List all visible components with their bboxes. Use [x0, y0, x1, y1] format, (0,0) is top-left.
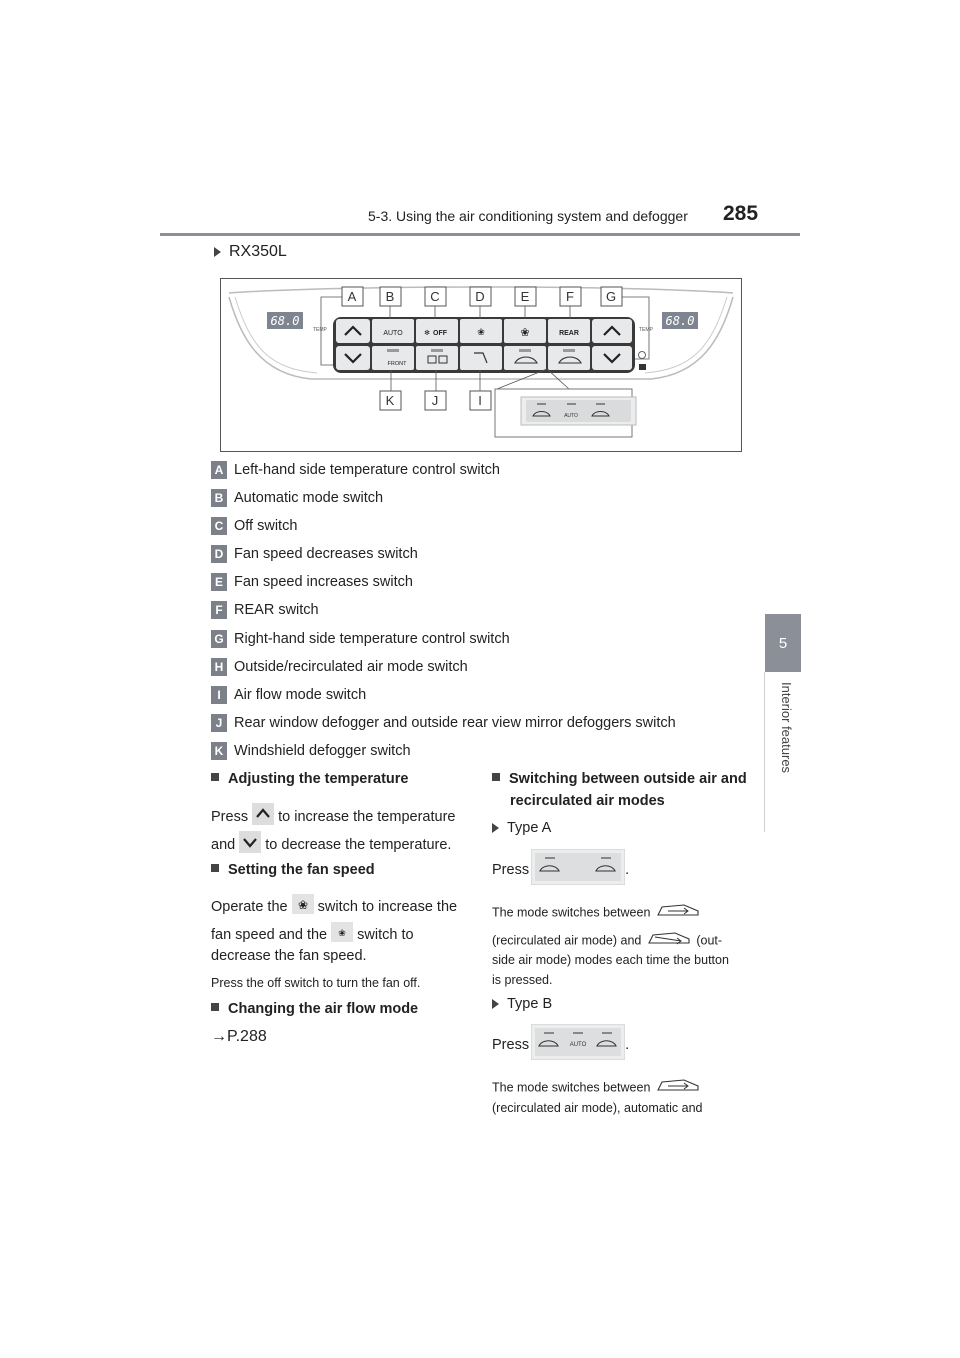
legend-text: Off switch — [234, 518, 298, 534]
type-a-press-line — [492, 852, 629, 888]
text-span: switch to increase the — [317, 898, 458, 915]
legend-item — [211, 544, 418, 564]
heading-air-mode — [492, 768, 747, 790]
svg-text:✻: ✻ — [424, 330, 430, 337]
type-b-heading — [492, 996, 552, 1012]
legend-text: Left-hand side temperature control switch — [234, 462, 500, 478]
text-span: Type B — [507, 996, 553, 1012]
chapter-tab[interactable] — [765, 614, 801, 672]
section-title: 5-3. Using the air conditioning system and defogger — [368, 208, 688, 224]
type-a-heading — [492, 820, 551, 836]
recirculated-air-icon — [654, 1076, 702, 1100]
legend-item — [211, 713, 676, 733]
svg-text:❀: ❀ — [477, 327, 485, 337]
square-bullet-icon — [211, 1003, 219, 1011]
chapter-number: 5 — [778, 634, 788, 652]
text-span: to decrease the temperature. — [265, 836, 452, 853]
legend-text: Fan speed decreases switch — [234, 546, 418, 562]
temp-down-right-button[interactable] — [592, 346, 632, 370]
temp-down-icon — [239, 831, 261, 859]
model-heading — [214, 243, 287, 261]
legend-text: Fan speed increases switch — [234, 574, 413, 590]
legend-text: Right-hand side temperature control switch — [234, 631, 510, 647]
temp-up-left-button[interactable] — [336, 319, 370, 343]
callout-j: J — [431, 393, 439, 408]
legend-text: Air flow mode switch — [234, 687, 367, 703]
triangle-bullet-icon — [214, 247, 221, 257]
airflow-page-ref[interactable]: →P.288 — [211, 1028, 267, 1045]
svg-text:❀: ❀ — [338, 928, 346, 938]
text-span: The mode switches between — [492, 905, 651, 920]
callout-f: F — [566, 289, 574, 304]
temp-line-2 — [211, 831, 451, 859]
legend-letter: G — [211, 630, 227, 648]
callout-c: C — [430, 289, 440, 304]
heading-text: Switching between outside air and — [509, 771, 747, 787]
legend-text: Rear window defogger and outside rear view mirror defoggers switch — [234, 715, 676, 731]
svg-text:❀: ❀ — [520, 327, 530, 339]
text-span: The mode switches between — [492, 1080, 651, 1095]
fan-line-3: decrease the fan speed. — [211, 948, 367, 964]
page-number: 285 — [723, 202, 759, 225]
header-rule — [160, 233, 800, 236]
temp-up-right-button[interactable] — [592, 319, 632, 343]
callout-e: E — [520, 289, 530, 304]
callout-b: B — [385, 289, 395, 304]
callouts-top — [342, 287, 622, 319]
callout-g: G — [605, 289, 617, 304]
recirculated-air-icon — [654, 901, 702, 925]
temp-line-1 — [211, 803, 455, 831]
type-a-note-3: side air mode) modes each time the button — [492, 953, 729, 967]
legend-item — [211, 685, 366, 705]
legend-letter: E — [211, 573, 227, 591]
chapter-label: Interior features — [779, 682, 794, 774]
heading-fan-speed — [211, 859, 375, 881]
temp-up-icon — [252, 803, 274, 831]
text-span: . — [625, 862, 630, 878]
legend-letter: H — [211, 658, 227, 676]
text-span: fan speed and the — [211, 926, 328, 943]
side-divider — [764, 672, 765, 832]
type-b-auto-label: AUTO — [569, 1042, 587, 1048]
text-span: Type A — [507, 820, 552, 836]
legend-letter: K — [211, 742, 227, 760]
temp-label-right: TEMP — [639, 327, 653, 333]
square-bullet-icon — [492, 773, 500, 781]
triangle-bullet-icon — [492, 999, 499, 1009]
legend-text: Windshield defogger switch — [234, 743, 411, 759]
legend-letter: D — [211, 545, 227, 563]
legend-item — [211, 741, 411, 761]
legend-letter: A — [211, 461, 227, 479]
legend-item — [211, 629, 510, 649]
text-span: . — [625, 1037, 630, 1053]
text-span: (recirculated air mode) and — [492, 933, 642, 948]
front-button-label: FRONT — [387, 361, 407, 367]
legend-letter: J — [211, 714, 227, 732]
type-b-press-line — [492, 1027, 629, 1063]
temp-left-readout: 68.0 — [270, 314, 300, 328]
temp-right-readout: 68.0 — [665, 314, 695, 328]
fan-line-2 — [211, 922, 414, 948]
rear-button-label: REAR — [559, 330, 579, 337]
temp-down-left-button[interactable] — [336, 346, 370, 370]
legend-item — [211, 516, 297, 536]
triangle-bullet-icon — [492, 823, 499, 833]
fan-note: Press the off switch to turn the fan off. — [211, 976, 421, 990]
type-b-note-1 — [492, 1076, 702, 1100]
type-a-note-1 — [492, 901, 702, 925]
legend-letter: I — [211, 686, 227, 704]
type-a-switch-icon — [531, 849, 625, 891]
legend-item — [211, 600, 319, 620]
climate-panel-illustration — [221, 279, 741, 451]
svg-text:❀: ❀ — [297, 898, 308, 912]
text-span: Press — [211, 808, 249, 825]
fan-line-1 — [211, 894, 457, 920]
text-span: switch to — [357, 926, 414, 943]
legend-text: Outside/recirculated air mode switch — [234, 659, 468, 675]
heading-text: Changing the air flow mode — [228, 1001, 419, 1017]
legend-item — [211, 572, 413, 592]
off-button-label: OFF — [433, 330, 447, 337]
type-b-note-2: (recirculated air mode), automatic and — [492, 1101, 703, 1115]
legend-item — [211, 657, 468, 677]
legend-letter: C — [211, 517, 227, 535]
type-a-note-4: is pressed. — [492, 973, 553, 987]
callout-k: K — [385, 393, 395, 408]
heading-adjust-temp — [211, 768, 408, 790]
heading-air-flow — [211, 998, 418, 1020]
callout-i: I — [478, 393, 482, 408]
auto-button-label: AUTO — [383, 330, 403, 337]
text-span: Press — [492, 862, 530, 878]
type-b-switch-icon — [531, 1024, 625, 1066]
legend-item — [211, 488, 383, 508]
fan-down-icon — [331, 922, 353, 948]
heading-text: Setting the fan speed — [228, 862, 375, 878]
heading-text: Adjusting the temperature — [228, 771, 409, 787]
heading-air-mode-line2: recirculated air modes — [510, 793, 665, 809]
text-span: Press — [492, 1037, 530, 1053]
legend-text: Automatic mode switch — [234, 490, 384, 506]
model-label: RX350L — [229, 243, 287, 260]
callout-a: A — [347, 289, 357, 304]
square-bullet-icon — [211, 773, 219, 781]
legend-item — [211, 460, 500, 480]
square-bullet-icon — [211, 864, 219, 872]
climate-panel-figure — [220, 278, 742, 452]
temp-label-left: TEMP — [313, 327, 327, 333]
text-span: (out- — [696, 933, 723, 948]
callout-d: D — [475, 289, 485, 304]
inset-auto-label: AUTO — [564, 413, 578, 419]
fan-up-icon — [292, 894, 314, 920]
legend-letter: F — [211, 601, 227, 619]
airflow-mode-button[interactable] — [460, 346, 502, 370]
legend-letter: B — [211, 489, 227, 507]
text-span: to increase the temperature — [278, 808, 456, 825]
text-span: and — [211, 836, 236, 853]
legend-text: REAR switch — [234, 602, 319, 618]
text-span: Operate the — [211, 898, 288, 915]
